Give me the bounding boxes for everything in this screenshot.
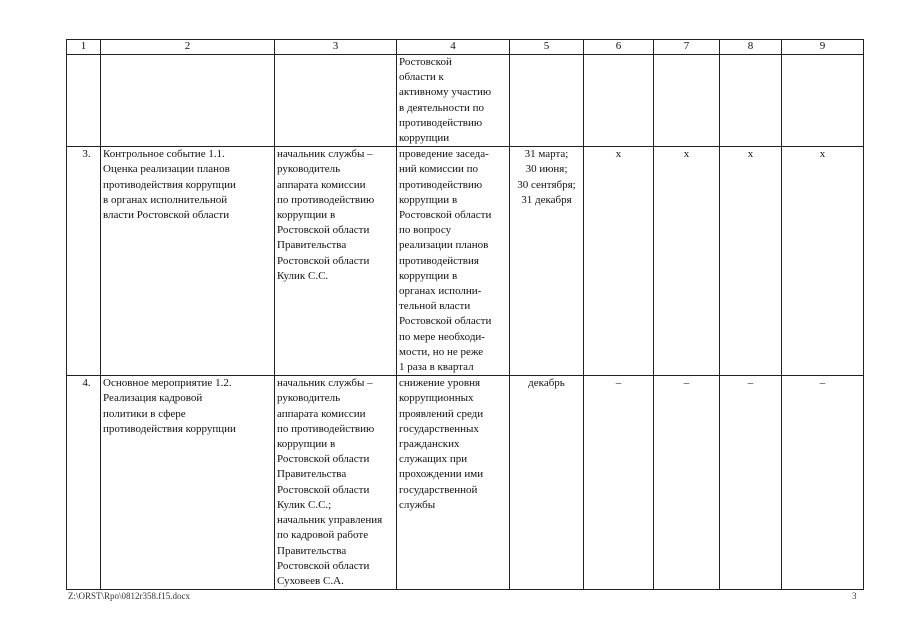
cell-text-line: коррупции в xyxy=(277,209,336,222)
cell-text-line: Реализация кадровой xyxy=(103,392,203,405)
table-cell: х xyxy=(584,147,654,376)
cell-text-line: противодействию xyxy=(399,116,483,129)
cell-text-line: службы xyxy=(399,498,436,511)
table-cell xyxy=(510,55,584,147)
cell-text-line: по мере необходи- xyxy=(399,330,485,343)
header-cell: 5 xyxy=(510,40,584,55)
cell-text-line: государственной xyxy=(399,483,478,496)
cell-text-line: по кадровой работе xyxy=(277,529,369,542)
cell-text-line: Контрольное событие 1.1. xyxy=(103,148,225,161)
cell-text-line: противодействия коррупции xyxy=(103,422,236,435)
header-cell: 2 xyxy=(101,40,275,55)
result-cell xyxy=(397,376,510,590)
cell-text-line: аппарата комиссии xyxy=(277,178,366,191)
header-cell: 4 xyxy=(397,40,510,55)
table-cell xyxy=(584,55,654,147)
cell-text-line: коррупции в xyxy=(399,193,458,206)
cell-text-line: противодействия xyxy=(399,254,479,267)
cell-text-line: по вопросу xyxy=(399,224,452,237)
cell-text-line: органах исполни- xyxy=(399,285,482,298)
cell-text-line: в органах исполнительной xyxy=(103,193,228,206)
row-number: 3. xyxy=(67,147,101,376)
cell-text-line: Ростовской области xyxy=(277,453,370,466)
cell-text-line: проведение заседа- xyxy=(399,148,489,161)
cell-text-line: по противодействию xyxy=(277,193,375,206)
cell-text-line: снижение уровня xyxy=(399,377,481,390)
cell-text-line: руководитель xyxy=(277,163,341,176)
table-cell xyxy=(654,55,720,147)
responsible-cell xyxy=(275,376,397,590)
table-row xyxy=(67,147,864,376)
cell-text-line: Кулик С.С. xyxy=(277,269,329,282)
table-cell: х xyxy=(720,147,782,376)
cell-text-line: Ростовской области xyxy=(277,559,370,572)
table-cell: – xyxy=(584,376,654,590)
cell-text-line: тельной власти xyxy=(399,300,471,313)
cell-text-line: Основное мероприятие 1.2. xyxy=(103,377,232,390)
page-number: 3 xyxy=(852,591,857,601)
cell-text-line: Ростовской области xyxy=(277,224,370,237)
table-cell xyxy=(397,55,510,147)
table-cell: – xyxy=(782,376,864,590)
cell-text-line: гражданских xyxy=(399,438,460,451)
cell-text-line: Оценка реализации планов xyxy=(103,163,230,176)
table-cell: – xyxy=(654,376,720,590)
header-cell: 6 xyxy=(584,40,654,55)
cell-text-line: начальник службы – xyxy=(277,377,373,390)
event-name-cell xyxy=(101,147,275,376)
cell-text-line: Ростовской области xyxy=(277,254,370,267)
table-cell: х xyxy=(782,147,864,376)
table-cell xyxy=(720,55,782,147)
cell-text-line: аппарата комиссии xyxy=(277,407,366,420)
cell-text-line: по противодействию xyxy=(277,422,375,435)
event-name-cell xyxy=(101,376,275,590)
deadline-cell xyxy=(510,376,584,590)
cell-text-line: противодействию xyxy=(399,178,483,191)
cell-text-line: власти Ростовской области xyxy=(103,209,230,222)
cell-text-line: государственных xyxy=(399,422,479,435)
cell-text-line: в деятельности по xyxy=(399,101,485,114)
responsible-cell xyxy=(275,147,397,376)
cell-text-line: Кулик С.С.; xyxy=(277,498,332,511)
cell-text-line: Ростовской области xyxy=(399,315,492,328)
cell-text-line: политики в сфере xyxy=(103,407,186,420)
header-cell: 8 xyxy=(720,40,782,55)
continuation-row xyxy=(67,55,864,147)
cell-text-line: противодействия коррупции xyxy=(103,178,236,191)
header-cell: 3 xyxy=(275,40,397,55)
cell-text-line: Ростовской области xyxy=(399,209,492,222)
table-row xyxy=(67,376,864,590)
cell-text-line: 30 июня; xyxy=(525,163,568,176)
cell-text-line: Правительства xyxy=(277,544,347,557)
cell-text-line: начальник управления xyxy=(277,514,383,527)
cell-text-line: Ростовской области xyxy=(277,483,370,496)
table-cell xyxy=(101,55,275,147)
cell-text-line: мости, но не реже xyxy=(399,345,484,358)
file-path-footer: Z:\ORST\Rpo\0812r358.f15.docx xyxy=(68,591,190,601)
result-cell xyxy=(397,147,510,376)
table-cell xyxy=(67,55,101,147)
cell-text-line: декабрь xyxy=(528,377,565,390)
cell-text-line: прохождении ими xyxy=(399,468,484,481)
cell-text-line: активному участию xyxy=(399,86,492,99)
cell-text-line: 31 марта; xyxy=(524,148,569,161)
cell-text-line: реализации планов xyxy=(399,239,489,252)
header-cell: 9 xyxy=(782,40,864,55)
plan-table xyxy=(66,39,864,590)
deadline-cell xyxy=(510,147,584,376)
cell-text-line: Правительства xyxy=(277,239,347,252)
cell-text-line: проявлений среди xyxy=(399,407,484,420)
header-cell: 7 xyxy=(654,40,720,55)
cell-text-line: коррупционных xyxy=(399,392,474,405)
table-cell: х xyxy=(654,147,720,376)
cell-text-line: 30 сентября; xyxy=(517,178,576,191)
cell-text-line: 1 раза в квартал xyxy=(399,361,474,374)
cell-text-line: служащих при xyxy=(399,453,468,466)
cell-text-line: коррупции xyxy=(399,132,450,145)
cell-text-line: 31 декабря xyxy=(521,193,572,206)
table-cell xyxy=(782,55,864,147)
cell-text-line: ний комиссии по xyxy=(399,163,479,176)
cell-text-line: коррупции в xyxy=(277,438,336,451)
table-cell: – xyxy=(720,376,782,590)
cell-text-line: Ростовской xyxy=(399,56,452,68)
cell-text-line: руководитель xyxy=(277,392,341,405)
cell-text-line: Суховеев С.А. xyxy=(277,574,344,587)
cell-text-line: начальник службы – xyxy=(277,148,373,161)
row-number: 4. xyxy=(67,376,101,590)
header-cell: 1 xyxy=(67,40,101,55)
header-row xyxy=(67,40,864,55)
cell-text-line: области к xyxy=(399,71,444,84)
table-cell xyxy=(275,55,397,147)
cell-text-line: Правительства xyxy=(277,468,347,481)
cell-text-line: коррупции в xyxy=(399,269,458,282)
